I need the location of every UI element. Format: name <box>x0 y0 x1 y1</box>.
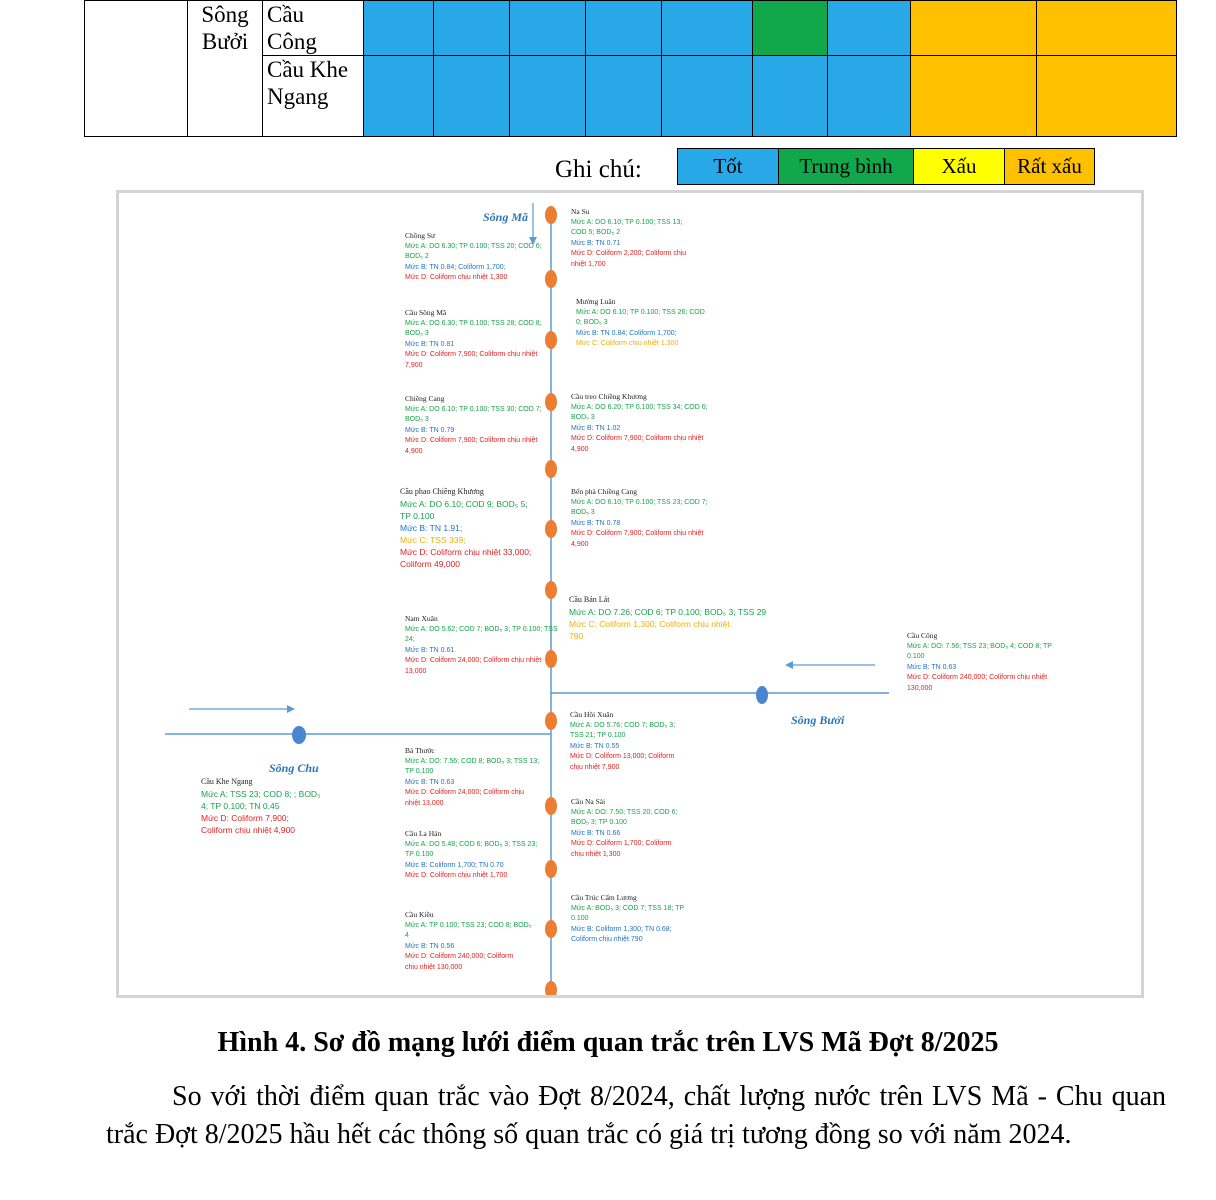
station-node <box>545 920 557 938</box>
station-param-line: Mức A: DO: 7.56; TSS 23; BOD₅ 4; COD 8; TP <box>907 642 1052 650</box>
station-label <box>201 776 321 836</box>
station-param-line: chịu nhiệt 130,000 <box>405 963 463 971</box>
status-cell <box>510 56 586 137</box>
station-label <box>571 797 677 860</box>
station-name: Bá Thước <box>405 746 435 755</box>
station-param-line: Mức D: Coliform 7,900; Coliform chịu nhiệt <box>571 530 704 537</box>
station-cell: Cầu Khe Ngang <box>263 56 364 137</box>
song-buoi-arrowhead <box>785 661 793 669</box>
station-name: Cầu Kiều <box>405 910 434 919</box>
station-param-line: Mức A: DO 6.20; TP 0.100; TSS 34; COD 6; <box>571 403 708 411</box>
status-cell <box>911 56 1037 137</box>
station-param-line: Mức D: Coliform 24,000; Coliform chịu nhiệt <box>405 657 542 664</box>
river-label-song-ma: Sông Mã <box>483 210 529 224</box>
body-paragraph: So với thời điểm quan trắc vào Đợt 8/2024, chất lượng nước trên LVS Mã - Chu quan trắc Đợt 8/2025 hầu hết các thông số quan trắc có giá trị tương đồng so với năm 2024. <box>106 1081 1166 1150</box>
station-name: Mường Luân <box>576 297 616 306</box>
status-cell <box>510 1 586 56</box>
station-node <box>545 393 557 411</box>
station-param-line: COD 5; BOD₅ 2 <box>571 229 621 236</box>
station-name: Nam Xuân <box>405 614 438 623</box>
station-param-line: Mức B: TN 0.81 <box>405 340 455 348</box>
station-name: Chồng Sư <box>405 231 436 240</box>
status-cell <box>828 1 911 56</box>
station-label <box>907 631 1052 694</box>
station-param-line: Mức A: DO 6.30; TP 0.100; TSS 28; COD 8; <box>405 319 542 327</box>
station-param-line: 13,000 <box>405 667 427 675</box>
station-name: Cầu phao Chiềng Khương <box>400 487 484 496</box>
status-cell <box>662 56 753 137</box>
legend-item-tot: Tốt <box>678 149 779 184</box>
status-cell <box>753 1 828 56</box>
station-label <box>571 893 684 946</box>
station-label <box>571 487 708 550</box>
river-label-song-buoi: Sông Bưởi <box>791 713 845 727</box>
station-name: Cầu La Hán <box>405 829 442 838</box>
station-param-line: Mức B: TN 0.84; Coliform 1,700; <box>576 329 677 337</box>
status-cell <box>828 56 911 137</box>
station-param-line: BOD₅ 3 <box>405 330 429 337</box>
station-param-line: Mức D: Coliform 7,900; Coliform chịu nhiệt <box>571 435 704 442</box>
station-label <box>405 829 537 882</box>
station-node-chu <box>292 726 306 744</box>
station-param-line: Mức B: TN 0.63 <box>907 663 957 671</box>
station-name: Na Su <box>571 207 590 216</box>
legend <box>677 148 1095 185</box>
station-param-line: Mức A: DO: 7.50; TSS 20; COD 6; <box>571 808 678 816</box>
station-param-line: Mức D: Coliform 24,000; Coliform chịu <box>405 789 525 796</box>
station-node <box>545 581 557 599</box>
station-name: Chiềng Cang <box>405 394 445 403</box>
station-param-line: BOD₅ 3 <box>405 416 429 423</box>
station-param-line: Mức B: TN 0.63 <box>405 778 455 786</box>
status-cell <box>1037 56 1177 137</box>
station-param-line: Mức B: TN 0.56 <box>405 942 455 950</box>
station-label <box>405 308 542 371</box>
station-param-line: Mức D: Coliform 1,700; Coliform <box>571 840 672 847</box>
station-param-line: 130,000 <box>907 684 933 692</box>
station-cell: Cầu Công <box>263 1 364 56</box>
station-param-line: 4,900 <box>571 540 589 548</box>
status-cell <box>434 1 510 56</box>
station-param-line: Mức B: TN 0.84; Coliform 1,700; <box>405 263 506 271</box>
station-label <box>405 614 558 677</box>
station-param-line: chịu nhiệt 7,900 <box>570 763 620 771</box>
station-label <box>571 207 686 270</box>
status-cell <box>1037 1 1177 56</box>
station-param-line: Mức B: TN 0.79 <box>405 426 455 434</box>
status-cell <box>911 1 1037 56</box>
status-cell <box>662 1 753 56</box>
station-param-line: Mức A: DO 6.10; TP 0.100; TSS 23; COD 7; <box>571 498 708 506</box>
station-param-line: nhiệt 1,700 <box>571 260 606 268</box>
figure-caption: Hình 4. Sơ đồ mạng lưới điểm quan trắc trên LVS Mã Đợt 8/2025 <box>217 1027 999 1058</box>
legend-label: Ghi chú: <box>555 156 642 183</box>
station-param-line: 790 <box>569 631 584 641</box>
station-param-line: Mức A: BOD₅ 3; COD 7; TSS 18; TP <box>571 904 685 912</box>
station-param-line: Mức B: TN 1.91; <box>400 523 463 533</box>
station-param-line: Mức A: DO 7.26; COD 6; TP 0.100; BOD₅ 3; TSS 29 <box>569 607 767 617</box>
station-param-line: 4,900 <box>571 445 589 453</box>
station-param-line: Mức D: Coliform 7,900; Coliform chịu nhiệt <box>405 437 538 444</box>
station-param-line: Mức A: DO 6.30; TP 0.100; TSS 20; COD 6; <box>405 242 542 250</box>
station-label <box>571 392 708 455</box>
station-param-line: Mức B: TN 0.78 <box>571 519 621 527</box>
station-param-line: Mức A: DO: 7.56; COD 8; BOD₅ 3; TSS 13; <box>405 757 540 765</box>
station-node <box>545 206 557 224</box>
station-param-line: Mức A: DO 5.76; COD 7; BOD₅ 3; <box>570 721 676 729</box>
station-param-line: Coliform 49,000 <box>400 559 461 569</box>
station-param-line: Mức A: DO 5.62; COD 7; BOD₅ 3; TP 0.100; TSS <box>405 625 558 633</box>
station-label <box>570 710 675 773</box>
station-name: Cầu Bản Lát <box>569 595 610 604</box>
river-group-cell: Sông Bưởi <box>188 1 263 137</box>
station-param-line: Mức B: Coliform 1,700; TN 0.70 <box>405 861 504 869</box>
station-param-line: Mức B: TN 0.61 <box>405 646 455 654</box>
station-name: Cầu Hồi Xuân <box>570 710 614 719</box>
station-param-line: Mức C: TSS 339; <box>400 535 466 545</box>
status-cell <box>434 56 510 137</box>
station-param-line: 0; BOD₅ 3 <box>576 319 608 326</box>
station-label <box>405 394 542 457</box>
station-label <box>400 486 531 570</box>
station-param-line: Mức D: Coliform 7,900; <box>201 813 289 823</box>
station-param-line: Mức B: TN 1.02 <box>571 424 621 432</box>
status-cell <box>586 1 662 56</box>
station-param-line: Mức A: TP 0.100; TSS 23; COD 8; BOD₅ <box>405 921 532 929</box>
station-param-line: 4,900 <box>405 447 423 455</box>
station-node <box>545 331 557 349</box>
station-param-line: Mức B: TN 0.66 <box>571 829 621 837</box>
station-param-line: Mức D: Coliform chịu nhiệt 1,300 <box>405 274 508 281</box>
station-param-line: 0.100 <box>907 653 925 660</box>
station-param-line: Mức A: DO 5.48; COD 6; BOD₅ 3; TSS 23; <box>405 840 538 848</box>
station-label <box>405 746 539 809</box>
station-param-line: 7,900 <box>405 361 423 369</box>
station-param-line: Mức B: TN 0.55 <box>570 742 620 750</box>
station-label <box>405 910 532 973</box>
station-param-line: Mức D: Coliform chịu nhiệt 33,000; <box>400 547 532 557</box>
station-node <box>545 460 557 478</box>
status-cell <box>364 1 434 56</box>
station-param-line: 24; <box>405 636 415 643</box>
station-param-line: 4; TP 0.100; TN 0.45 <box>201 801 280 811</box>
legend-item-rat-xau: Rất xấu <box>1005 149 1094 184</box>
station-param-line: 4 <box>405 932 409 939</box>
station-name: Cầu treo Chiềng Khương <box>571 392 647 401</box>
status-cell <box>753 56 828 137</box>
station-param-line: chịu nhiệt 1,300 <box>571 850 621 858</box>
station-node <box>545 712 557 730</box>
station-param-line: Mức D: Coliform 2,200; Coliform chịu <box>571 250 687 257</box>
station-node <box>545 797 557 815</box>
song-chu-arrowhead <box>287 705 295 713</box>
station-param-line: Mức D: Coliform 240,000; Coliform chịu nhiệt <box>907 674 1048 681</box>
table-row <box>85 1 1177 56</box>
station-param-line: Mức A: TSS 23; COD 8; ; BOD₅ <box>201 789 321 799</box>
station-param-line: BOD₅ 2 <box>405 253 429 260</box>
station-param-line: TSS 21; TP 0.100 <box>570 732 626 739</box>
status-cell <box>364 56 434 137</box>
station-param-line: Mức A: DO 6.10; COD 9; BOD₅ 5; <box>400 499 528 509</box>
station-param-line: Mức D: Coliform 13,000; Coliform <box>570 753 675 760</box>
station-param-line: Mức C: Coliform chịu nhiệt 1,300 <box>576 340 679 347</box>
station-label <box>569 594 766 642</box>
station-param-line: 0.100 <box>571 915 589 922</box>
station-node <box>545 270 557 288</box>
station-name: Cầu Sông Mã <box>405 308 447 317</box>
station-param-line: Mức D: Coliform 7,900; Coliform chịu nhiệt <box>405 351 538 358</box>
station-param-line: BOD₅ 3 <box>571 509 595 516</box>
station-param-line: BOD₅ 3; TP 0.100 <box>571 819 627 826</box>
legend-item-xau: Xấu <box>914 149 1005 184</box>
table-cell-blank <box>85 1 188 137</box>
legend-item-trung-binh: Trung bình <box>779 149 914 184</box>
station-node <box>545 981 557 995</box>
station-param-line: Mức C: Coliform 1,300; Coliform chịu nhiệt <box>569 619 730 629</box>
station-node <box>545 520 557 538</box>
station-node <box>545 860 557 878</box>
river-label-song-chu: Sông Chu <box>269 761 319 775</box>
status-cell <box>586 56 662 137</box>
station-param-line: Mức D: Coliform chịu nhiệt 1,700 <box>405 872 508 879</box>
station-label <box>405 231 542 284</box>
station-label <box>576 297 705 350</box>
water-quality-table <box>84 0 1177 137</box>
station-param-line: TP 0.100 <box>405 851 434 858</box>
station-param-line: Mức B: TN 0.71 <box>571 239 621 247</box>
station-name: Cầu Khe Ngang <box>201 777 253 786</box>
station-param-line: Mức B: Coliform 1,300; TN 0.68; <box>571 925 672 933</box>
station-param-line: nhiệt 13,000 <box>405 799 444 807</box>
station-param-line: Coliform chịu nhiệt 790 <box>571 936 643 943</box>
station-param-line: TP 0.100 <box>405 768 434 775</box>
station-name: Cầu Na Sài <box>571 797 606 806</box>
station-name: Cầu Trúc Cẩm Lương <box>571 893 637 902</box>
monitoring-network-diagram <box>116 190 1144 998</box>
station-name: Cầu Công <box>907 631 938 640</box>
station-name: Bến phà Chiềng Cang <box>571 487 638 496</box>
station-param-line: Coliform chịu nhiệt 4,900 <box>201 825 296 835</box>
station-param-line: BOD₅ 3 <box>571 414 595 421</box>
station-param-line: TP 0.100 <box>400 511 435 521</box>
station-param-line: Mức D: Coliform 240,000; Coliform <box>405 953 514 960</box>
station-param-line: Mức A: DO 6.10; TP 0.100; TSS 26; COD <box>576 308 705 316</box>
station-node-buoi <box>756 686 768 704</box>
station-param-line: Mức A: DO 6.10; TP 0.100; TSS 30; COD 7; <box>405 405 542 413</box>
station-param-line: Mức A: DO 6.10; TP 0.100; TSS 13; <box>571 218 683 226</box>
